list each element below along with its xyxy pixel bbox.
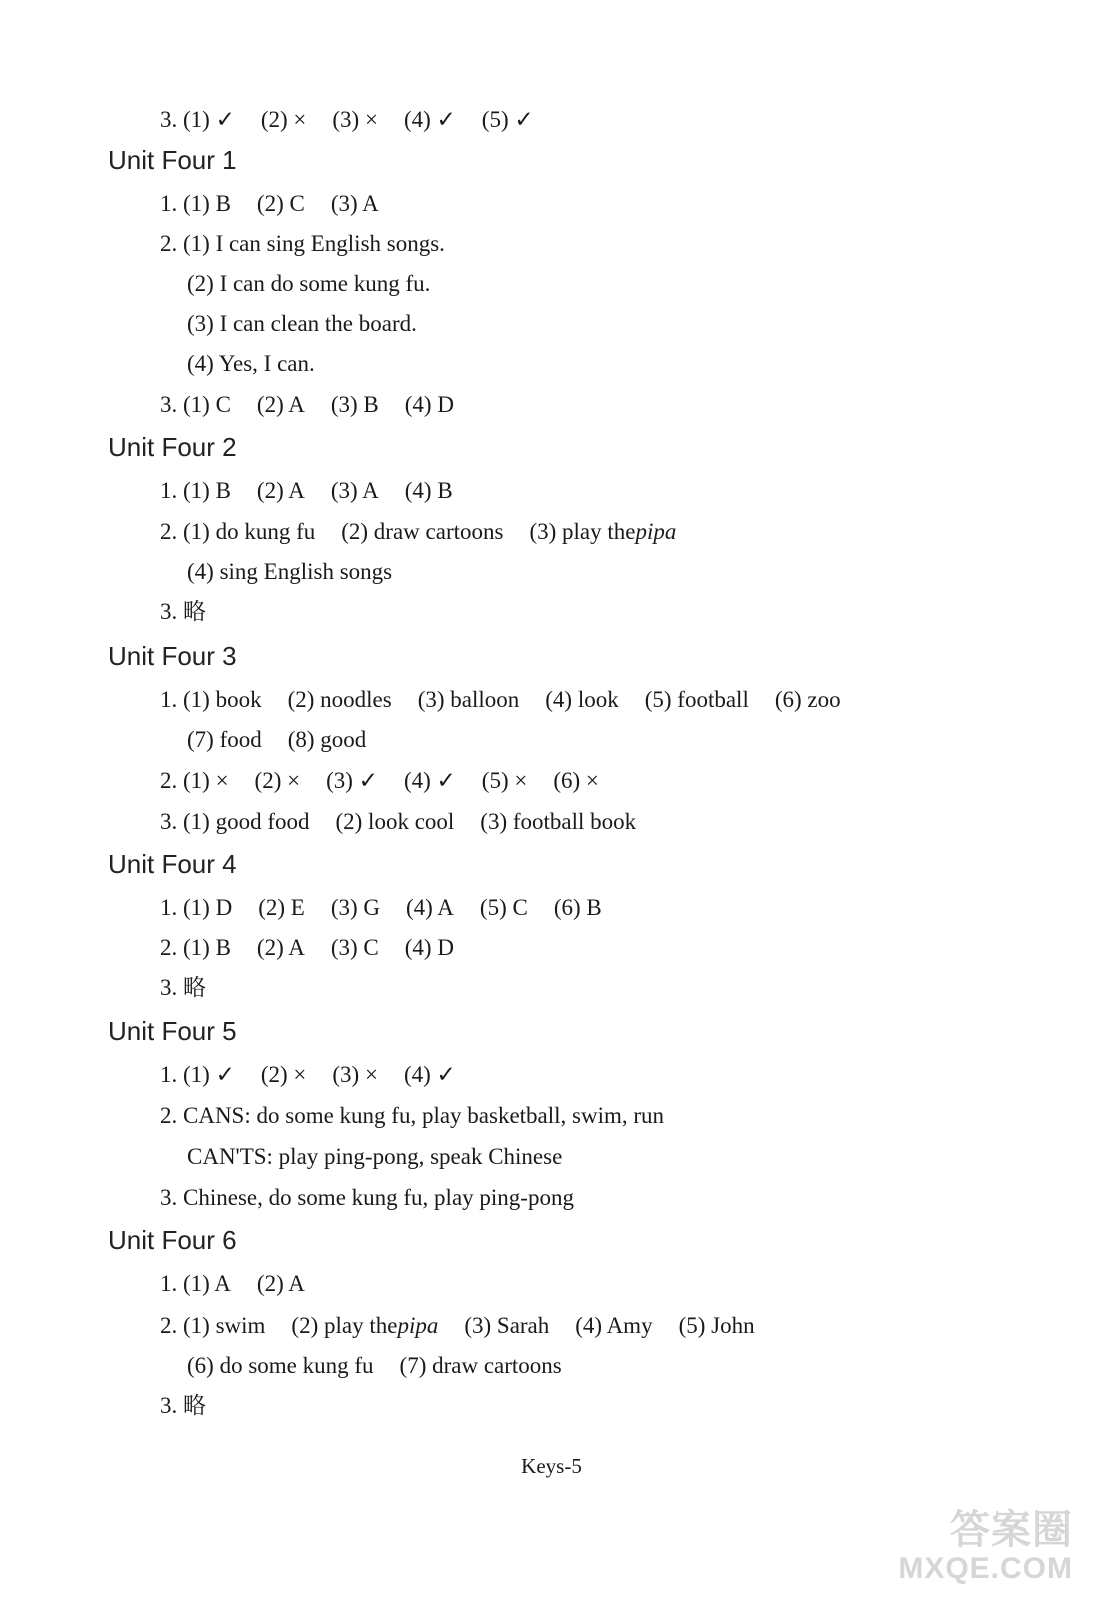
u2-answer-2-4: (4) sing English songs bbox=[187, 559, 393, 584]
u3-answer-1: 1. (1) book (2) noodles (3) balloon (4) look (5) football (6) zoo bbox=[160, 687, 841, 712]
unit-four-1-heading: Unit Four 1 bbox=[108, 145, 237, 175]
prev-answer-line-3: 3. (1) ✓ (2) × (3) × (4) ✓ (5) ✓ bbox=[160, 107, 534, 132]
unit-four-4-heading: Unit Four 4 bbox=[108, 849, 237, 879]
unit-four-6-heading: Unit Four 6 bbox=[108, 1225, 237, 1255]
watermark-url: MXQE.COM bbox=[898, 1552, 1073, 1585]
unit-four-2-heading: Unit Four 2 bbox=[108, 432, 237, 462]
watermark bbox=[898, 1508, 1073, 1586]
u1-answer-2-4: (4) Yes, I can. bbox=[187, 351, 315, 376]
u6-answer-2: 2. (1) swim (2) play thepipa (3) Sarah (4) Amy (5) John bbox=[160, 1313, 755, 1338]
u6-answer-2-cont: (6) do some kung fu (7) draw cartoons bbox=[187, 1353, 562, 1378]
u1-answer-1: 1. (1) B (2) C (3) A bbox=[160, 191, 379, 216]
u1-answer-2-2: (2) I can do some kung fu. bbox=[187, 271, 431, 296]
page-number: Keys-5 bbox=[521, 1454, 582, 1478]
u5-answer-1: 1. (1) ✓ (2) × (3) × (4) ✓ bbox=[160, 1062, 456, 1087]
u3-answer-1-cont: (7) food (8) good bbox=[187, 727, 367, 752]
u2-answer-1: 1. (1) B (2) A (3) A (4) B bbox=[160, 478, 453, 503]
u2-answer-2: 2. (1) do kung fu (2) draw cartoons (3) play thepipa bbox=[160, 519, 677, 544]
unit-four-3-heading: Unit Four 3 bbox=[108, 641, 237, 671]
u4-answer-3: 3. 略 bbox=[160, 975, 206, 1000]
u5-answer-3: 3. Chinese, do some kung fu, play ping-pong bbox=[160, 1185, 574, 1210]
u1-answer-2-1: 2. (1) I can sing English songs. bbox=[160, 231, 445, 256]
u1-answer-2-3: (3) I can clean the board. bbox=[187, 311, 417, 336]
u4-answer-2: 2. (1) B (2) A (3) C (4) D bbox=[160, 935, 454, 960]
u1-answer-3: 3. (1) C (2) A (3) B (4) D bbox=[160, 392, 454, 417]
u4-answer-1: 1. (1) D (2) E (3) G (4) A (5) C (6) B bbox=[160, 895, 602, 920]
watermark-logo-text: 答案圈 bbox=[950, 1508, 1073, 1552]
u6-answer-3: 3. 略 bbox=[160, 1393, 206, 1418]
u3-answer-2: 2. (1) × (2) × (3) ✓ (4) ✓ (5) × (6) × bbox=[160, 768, 599, 793]
u5-answer-2-cans: 2. CANS: do some kung fu, play basketball, swim, run bbox=[160, 1103, 665, 1128]
u6-answer-1: 1. (1) A (2) A bbox=[160, 1271, 305, 1296]
u2-answer-3: 3. 略 bbox=[160, 599, 206, 624]
u3-answer-3: 3. (1) good food (2) look cool (3) football book bbox=[160, 809, 637, 834]
u5-answer-2-cants: CAN'TS: play ping-pong, speak Chinese bbox=[187, 1144, 563, 1169]
unit-four-5-heading: Unit Four 5 bbox=[108, 1016, 237, 1046]
